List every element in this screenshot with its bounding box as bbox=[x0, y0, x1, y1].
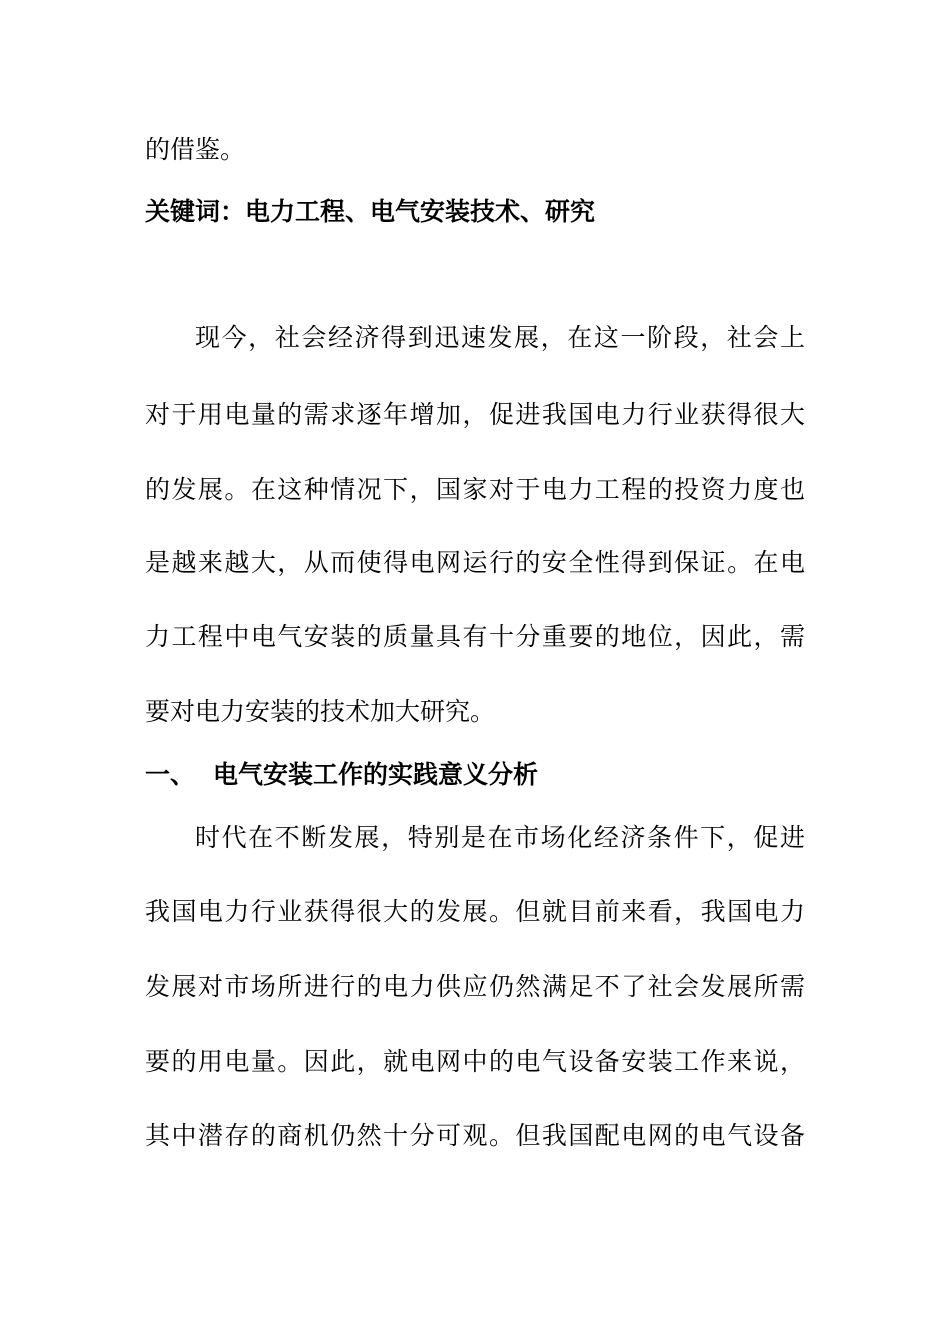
section-heading bbox=[145, 760, 805, 790]
document-page bbox=[145, 0, 810, 1344]
section-body-line-2: 我国电力行业获得很大的发展。但就目前来看，我国电力 bbox=[145, 897, 805, 926]
intro-line-2: 对于用电量的需求逐年增加，促进我国电力行业获得很大 bbox=[145, 400, 805, 429]
section-number: 一、 bbox=[145, 760, 196, 789]
intro-line-1: 现今，社会经济得到迅速发展，在这一阶段，社会上 bbox=[195, 323, 805, 352]
keywords-line: 关键词：电力工程、电气安装技术、研究 bbox=[145, 197, 596, 226]
section-body-line-4: 要的用电量。因此，就电网中的电气设备安装工作来说， bbox=[145, 1047, 805, 1076]
intro-line-5: 力工程中电气安装的质量具有十分重要的地位，因此，需 bbox=[145, 622, 805, 651]
section-body-line-5: 其中潜存的商机仍然十分可观。但我国配电网的电气设备 bbox=[145, 1121, 805, 1150]
section-body-line-3: 发展对市场所进行的电力供应仍然满足不了社会发展所需 bbox=[145, 972, 805, 1001]
section-body-line-1: 时代在不断发展，特别是在市场化经济条件下，促进 bbox=[195, 823, 805, 852]
intro-line-6: 要对电力安装的技术加大研究。 bbox=[145, 697, 496, 726]
section-title: 电气安装工作的实践意义分析 bbox=[213, 760, 539, 789]
intro-line-4: 是越来越大，从而使得电网运行的安全性得到保证。在电 bbox=[145, 548, 805, 577]
intro-line-3: 的发展。在这种情况下，国家对于电力工程的投资力度也 bbox=[145, 475, 805, 504]
abstract-tail: 的借鉴。 bbox=[145, 135, 246, 164]
